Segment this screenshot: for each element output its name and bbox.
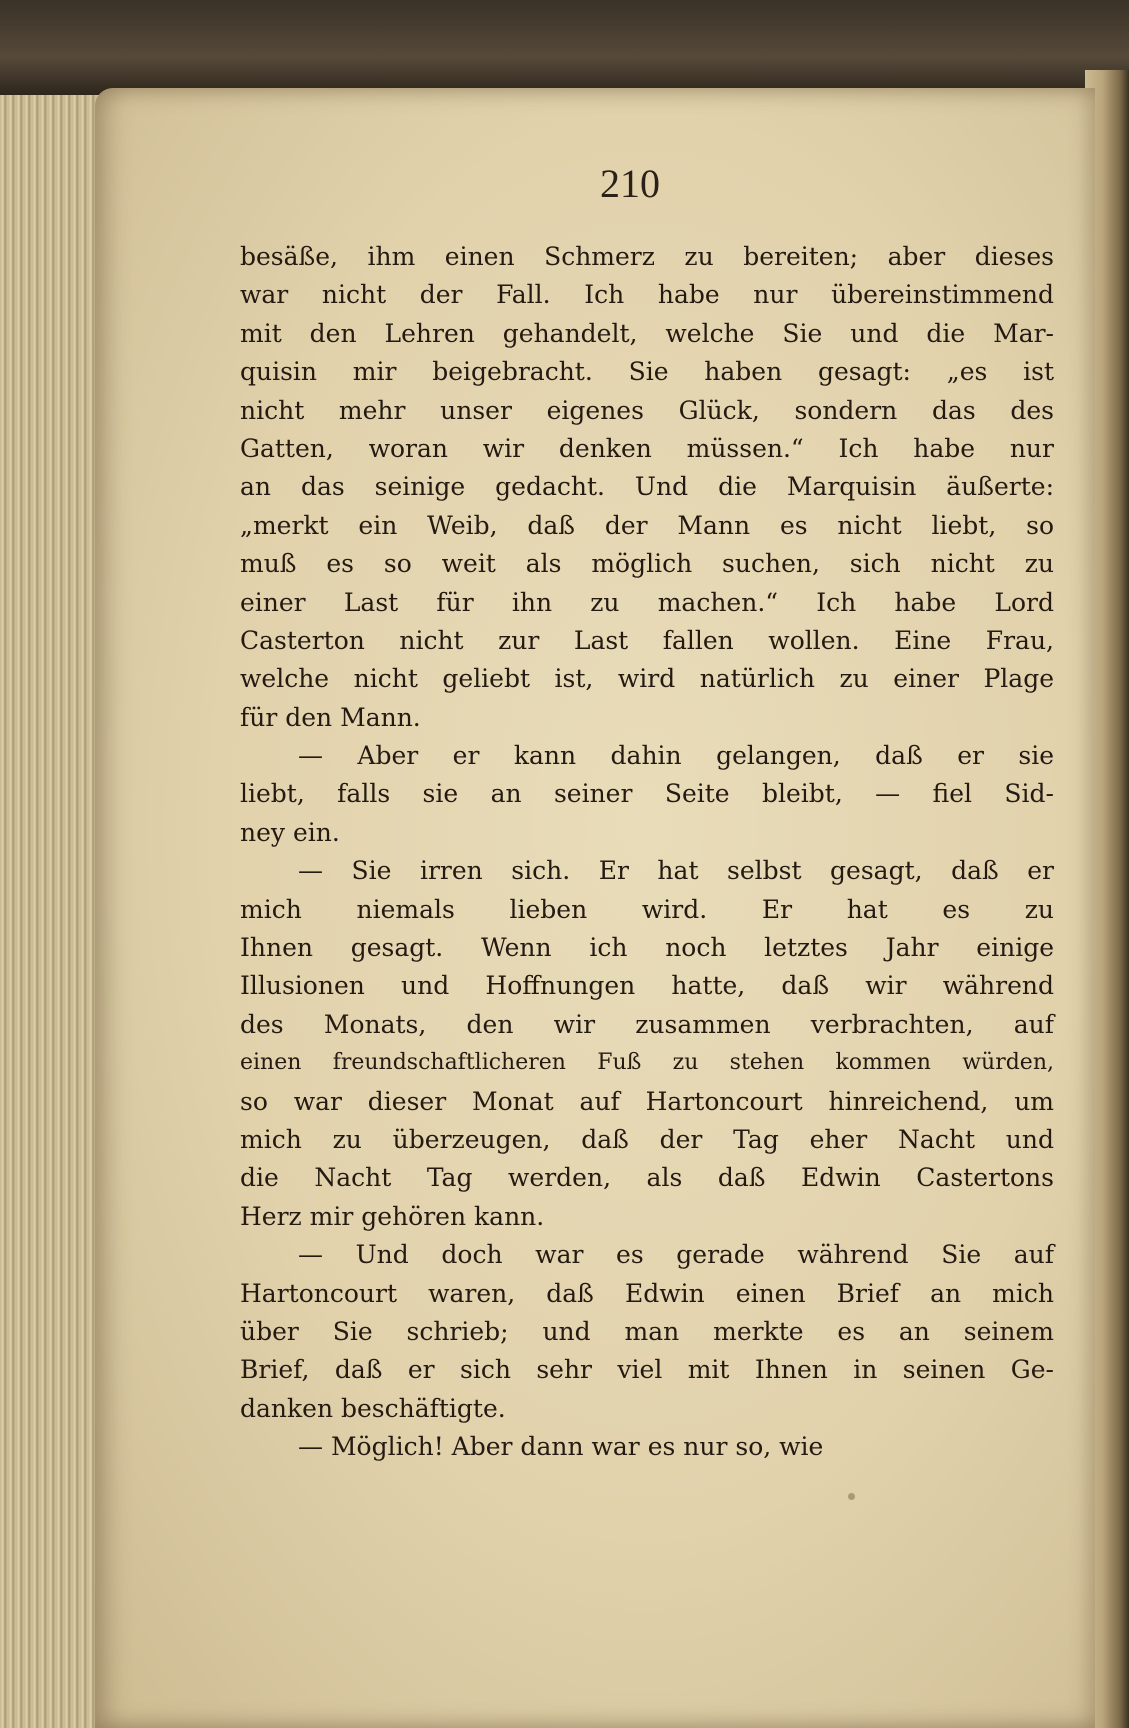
text-line: Herz mir gehören kann.: [240, 1201, 545, 1231]
ink-spot: [848, 1493, 855, 1500]
text-line: — Aber er kann dahin gelangen, daß er sie: [298, 741, 1054, 771]
text-line: war nicht der Fall. Ich habe nur übereinstimmend: [240, 280, 1054, 310]
text-line: des Monats, den wir zusammen verbrachten, auf: [240, 1009, 1054, 1039]
text-line: Gatten, woran wir denken müssen.“ Ich habe nur: [240, 433, 1054, 463]
text-line: besäße, ihm einen Schmerz zu bereiten; aber dieses: [240, 242, 1054, 271]
text-line: — Und doch war es gerade während Sie auf: [298, 1240, 1054, 1270]
text-line: — Möglich! Aber dann war es nur so, wie: [298, 1432, 824, 1462]
page-number: 210: [600, 161, 660, 206]
text-line: muß es so weit als möglich suchen, sich nicht zu: [240, 549, 1054, 579]
text-line: die Nacht Tag werden, als daß Edwin Castertons: [240, 1163, 1054, 1193]
text-line: so war dieser Monat auf Hartoncourt hinreichend, um: [240, 1086, 1054, 1116]
text-line: mit den Lehren gehandelt, welche Sie und die Mar-: [240, 318, 1054, 348]
text-line: quisin mir beigebracht. Sie haben gesagt: „es ist: [240, 357, 1054, 387]
text-line: an das seinige gedacht. Und die Marquisin äußerte:: [240, 472, 1054, 502]
text-line: nicht mehr unser eigenes Glück, sondern das des: [240, 395, 1054, 425]
text-line: für den Mann.: [240, 702, 421, 732]
text-line: — Sie irren sich. Er hat selbst gesagt, daß er: [298, 856, 1054, 886]
text-line: „merkt ein Weib, daß der Mann es nicht liebt, so: [240, 510, 1054, 540]
text-line: einen freundschaftlicheren Fuß zu stehen kommen würden,: [240, 1050, 1054, 1076]
text-line: ney ein.: [240, 817, 340, 847]
text-line: welche nicht geliebt ist, wird natürlich zu einer Plage: [240, 664, 1054, 694]
book-cover-edge: [0, 0, 1129, 95]
text-line: einer Last für ihn zu machen.“ Ich habe Lord: [240, 587, 1054, 617]
text-line: danken beschäftigte.: [240, 1393, 506, 1423]
text-line: Ihnen gesagt. Wenn ich noch letztes Jahr einige: [240, 933, 1054, 963]
text-line: mich zu überzeugen, daß der Tag eher Nacht und: [240, 1124, 1054, 1154]
body-text: [240, 238, 1054, 1467]
text-line: Illusionen und Hoffnungen hatte, daß wir während: [240, 971, 1054, 1001]
text-line: Brief, daß er sich sehr viel mit Ihnen in seinen Ge-: [240, 1355, 1054, 1385]
text-line: Casterton nicht zur Last fallen wollen. Eine Frau,: [240, 625, 1054, 655]
text-line: über Sie schrieb; und man merkte es an seinem: [240, 1316, 1054, 1346]
text-line: Hartoncourt waren, daß Edwin einen Brief an mich: [240, 1278, 1054, 1308]
text-line: mich niemals lieben wird. Er hat es zu: [240, 894, 1054, 924]
text-line: liebt, falls sie an seiner Seite bleibt, — fiel Sid-: [240, 779, 1054, 809]
